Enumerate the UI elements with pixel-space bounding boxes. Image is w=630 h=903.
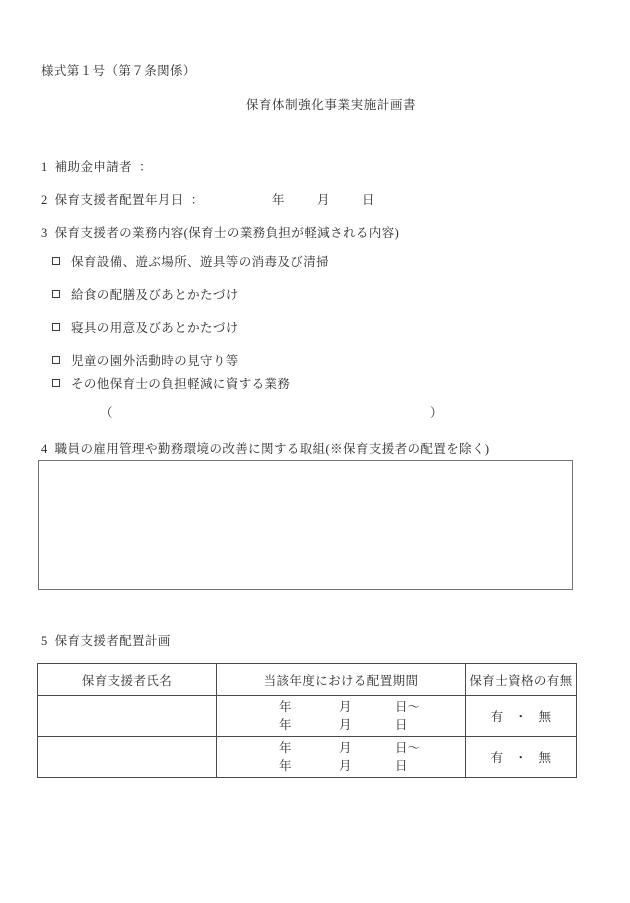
item-3-label: 保育支援者の業務内容(保育士の業務負担が軽減される内容) [54,226,400,240]
cell-period-1[interactable] [217,696,466,737]
period-end-day-1: 日 [395,718,408,732]
period-end-month-2: 月 [339,759,352,773]
period-line-end-2 [217,757,465,775]
item-3-duties-heading [41,223,399,241]
qualification-separator-1: ・ [514,710,528,724]
item-3-number: 3 [41,226,48,240]
period-line-start-1 [217,698,465,716]
form-number: 様式第１号（第７条関係） [41,64,196,78]
table-row [38,737,577,778]
item-4-initiatives-heading [41,439,489,457]
checkbox-row-1[interactable] [52,252,329,270]
checkbox-row-3[interactable] [52,318,239,336]
item-2-month-mark: 月 [317,193,330,207]
cell-supporter-name-2[interactable] [38,737,217,778]
item-5-number: 5 [41,634,48,648]
item-4-number: 4 [41,442,48,456]
qualification-separator-2: ・ [514,751,528,765]
table-row [38,696,577,737]
checkbox-empty-icon[interactable] [52,356,60,364]
checkbox-empty-icon[interactable] [52,379,60,387]
page-title: 保育体制強化事業実施計画書 [245,98,417,112]
item-2-day-mark: 日 [362,193,375,207]
checkbox-label-2: 給食の配膳及びあとかたづけ [71,288,239,302]
item-2-year-mark: 年 [272,193,285,207]
item-5-label: 保育支援者配置計画 [54,634,171,648]
cell-supporter-name-1[interactable] [38,696,217,737]
header-supporter-name: 保育支援者氏名 [38,664,217,696]
checkbox-row-4[interactable] [52,351,239,369]
placement-plan-table [37,663,577,778]
cell-qualification-1[interactable] [466,696,577,737]
checkbox-empty-icon[interactable] [52,323,60,331]
item-2-number: 2 [41,193,48,207]
period-end-month-1: 月 [339,718,352,732]
header-qualification: 保育士資格の有無 [466,664,577,696]
period-end-year-2: 年 [279,759,292,773]
item-1-number: 1 [41,160,48,174]
free-entry-close-paren: ） [430,406,443,420]
checkbox-label-1: 保育設備、遊ぶ場所、遊具等の消毒及び清掃 [71,255,330,269]
item-4-label: 職員の雇用管理や勤務環境の改善に関する取組(※保育支援者の配置を除く) [54,442,490,456]
checkbox-label-4: 児童の園外活動時の見守り等 [71,354,239,368]
period-start-year-1: 年 [279,700,292,714]
period-start-year-2: 年 [279,741,292,755]
item-1-applicant [41,157,152,175]
period-start-day-1: 日〜 [395,700,421,714]
period-end-year-1: 年 [279,718,292,732]
header-placement-period: 当該年度における配置期間 [217,664,466,696]
item-2-colon: ： [190,193,204,207]
free-entry-open-paren: （ [100,406,113,420]
item-2-placement-date [41,190,204,208]
qualification-no-1[interactable]: 無 [538,710,552,724]
cell-qualification-2[interactable] [466,737,577,778]
item-5-plan-heading [41,631,171,649]
item-1-colon: ： [139,160,153,174]
period-start-month-2: 月 [339,741,352,755]
item-1-label: 補助金申請者 [54,160,133,174]
period-start-month-1: 月 [339,700,352,714]
qualification-no-2[interactable]: 無 [538,751,552,765]
checkbox-empty-icon[interactable] [52,290,60,298]
item-2-label: 保育支援者配置年月日 [54,193,184,207]
checkbox-label-5: その他保育士の負担軽減に資する業務 [71,377,291,391]
qualification-yes-1[interactable]: 有 [490,710,504,724]
item-4-textarea[interactable] [38,460,573,590]
period-end-day-2: 日 [395,759,408,773]
qualification-yes-2[interactable]: 有 [490,751,504,765]
period-line-start-2 [217,739,465,757]
checkbox-label-3: 寝具の用意及びあとかたづけ [71,321,239,335]
checkbox-row-2[interactable] [52,285,239,303]
table-header-row [38,664,577,696]
period-line-end-1 [217,716,465,734]
checkbox-row-5[interactable] [52,374,290,392]
cell-period-2[interactable] [217,737,466,778]
period-start-day-2: 日〜 [395,741,421,755]
checkbox-empty-icon[interactable] [52,257,60,265]
